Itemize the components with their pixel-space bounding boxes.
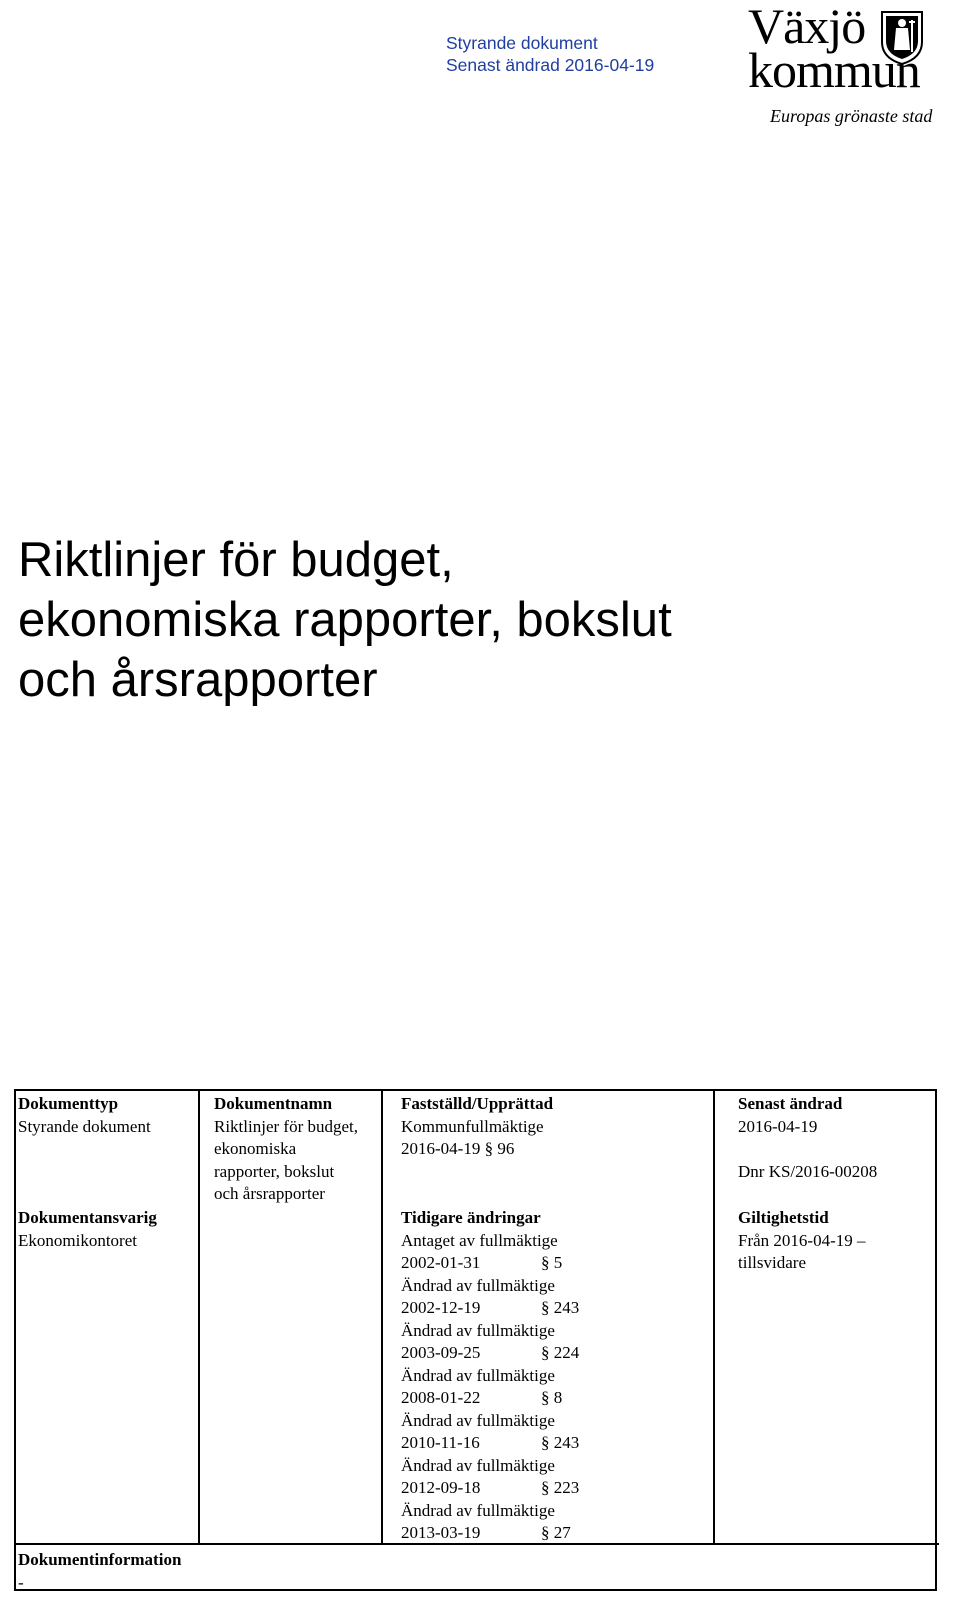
vaxjo-kommun-logo (748, 2, 956, 130)
responsible-value: Ekonomikontoret (18, 1230, 137, 1250)
title-line: Riktlinjer för budget, (18, 533, 454, 587)
change-entry-para: § 27 (541, 1523, 571, 1542)
cell-doc-type (18, 1093, 151, 1138)
change-entry-para: § 224 (541, 1343, 580, 1362)
cell-doc-name (214, 1093, 358, 1206)
table-divider (198, 1091, 200, 1543)
change-entry-date: 2002-01-31 (401, 1253, 481, 1272)
established-date: 2016-04-19 § 96 (401, 1139, 515, 1158)
change-entry (401, 1275, 579, 1320)
logo-tagline: Europas grönaste stad (770, 106, 933, 126)
change-entry (401, 1230, 579, 1275)
validity-from: Från 2016-04-19 – (738, 1230, 866, 1250)
change-entry-text: Ändrad av fullmäktige (401, 1320, 555, 1340)
header-doc-type: Styrande dokument (446, 33, 598, 53)
logo-word-vaxjo: Växjö (748, 0, 866, 54)
cell-changed (738, 1093, 877, 1183)
doc-type-value: Styrande dokument (18, 1116, 151, 1136)
change-entry-date: 2008-01-22 (401, 1388, 481, 1407)
cell-validity (738, 1207, 865, 1275)
change-entry-text: Ändrad av fullmäktige (401, 1365, 555, 1385)
change-entry (401, 1410, 579, 1455)
change-entry-para: § 243 (541, 1433, 580, 1452)
established-label: Fastställd/Upprättad (401, 1094, 554, 1113)
change-entry-para: § 5 (541, 1253, 563, 1272)
change-entry-para: § 223 (541, 1478, 580, 1497)
change-entry (401, 1320, 579, 1365)
change-entry-date: 2003-09-25 (401, 1343, 481, 1362)
cell-previous-changes (401, 1207, 579, 1545)
change-entry (401, 1500, 579, 1545)
doc-type-label: Dokumenttyp (18, 1094, 119, 1113)
doc-name-line: rapporter, bokslut (214, 1161, 335, 1181)
change-entry-date: 2002-12-19 (401, 1298, 481, 1317)
document-title (18, 530, 918, 710)
change-entry-text: Ändrad av fullmäktige (401, 1455, 555, 1475)
change-entry-date: 2012-09-18 (401, 1478, 481, 1497)
previous-changes-label: Tidigare ändringar (401, 1208, 541, 1227)
change-entry-text: Ändrad av fullmäktige (401, 1410, 555, 1430)
validity-label: Giltighetstid (738, 1208, 829, 1227)
change-entry-text: Ändrad av fullmäktige (401, 1500, 555, 1520)
title-line: och årsrapporter (18, 653, 378, 707)
document-info-table (14, 1089, 937, 1591)
doc-name-line: Riktlinjer för budget, (214, 1116, 359, 1136)
header-changed-date: Senast ändrad 2016-04-19 (446, 55, 655, 75)
change-entry-date: 2010-11-16 (401, 1433, 480, 1452)
responsible-label: Dokumentansvarig (18, 1208, 157, 1227)
logo-word-kommun: kommun (748, 42, 920, 98)
table-divider (713, 1091, 715, 1543)
title-line: ekonomiska rapporter, bokslut (18, 593, 672, 647)
change-entry (401, 1365, 579, 1410)
established-body: Kommunfullmäktige (401, 1116, 544, 1136)
changed-date: 2016-04-19 (738, 1116, 818, 1136)
change-entry-para: § 8 (541, 1388, 563, 1407)
cell-established (401, 1093, 553, 1161)
doc-name-label: Dokumentnamn (214, 1094, 333, 1113)
change-entry-text: Ändrad av fullmäktige (401, 1275, 555, 1295)
change-entry (401, 1455, 579, 1500)
change-entry-date: 2013-03-19 (401, 1523, 481, 1542)
dnr-value: Dnr KS/2016-00208 (738, 1161, 878, 1181)
doc-name-line: ekonomiska (214, 1139, 297, 1158)
doc-info-label: Dokumentinformation (18, 1550, 182, 1569)
table-divider (381, 1091, 383, 1543)
cell-doc-info (18, 1549, 181, 1594)
doc-name-line: och årsrapporter (214, 1184, 325, 1203)
doc-info-value: - (18, 1572, 24, 1592)
cell-responsible (18, 1207, 157, 1252)
change-entry-text: Antaget av fullmäktige (401, 1230, 558, 1250)
change-entry-para: § 243 (541, 1298, 580, 1317)
changed-label: Senast ändrad (738, 1094, 843, 1113)
header-meta (446, 32, 654, 76)
validity-until: tillsvidare (738, 1253, 806, 1272)
